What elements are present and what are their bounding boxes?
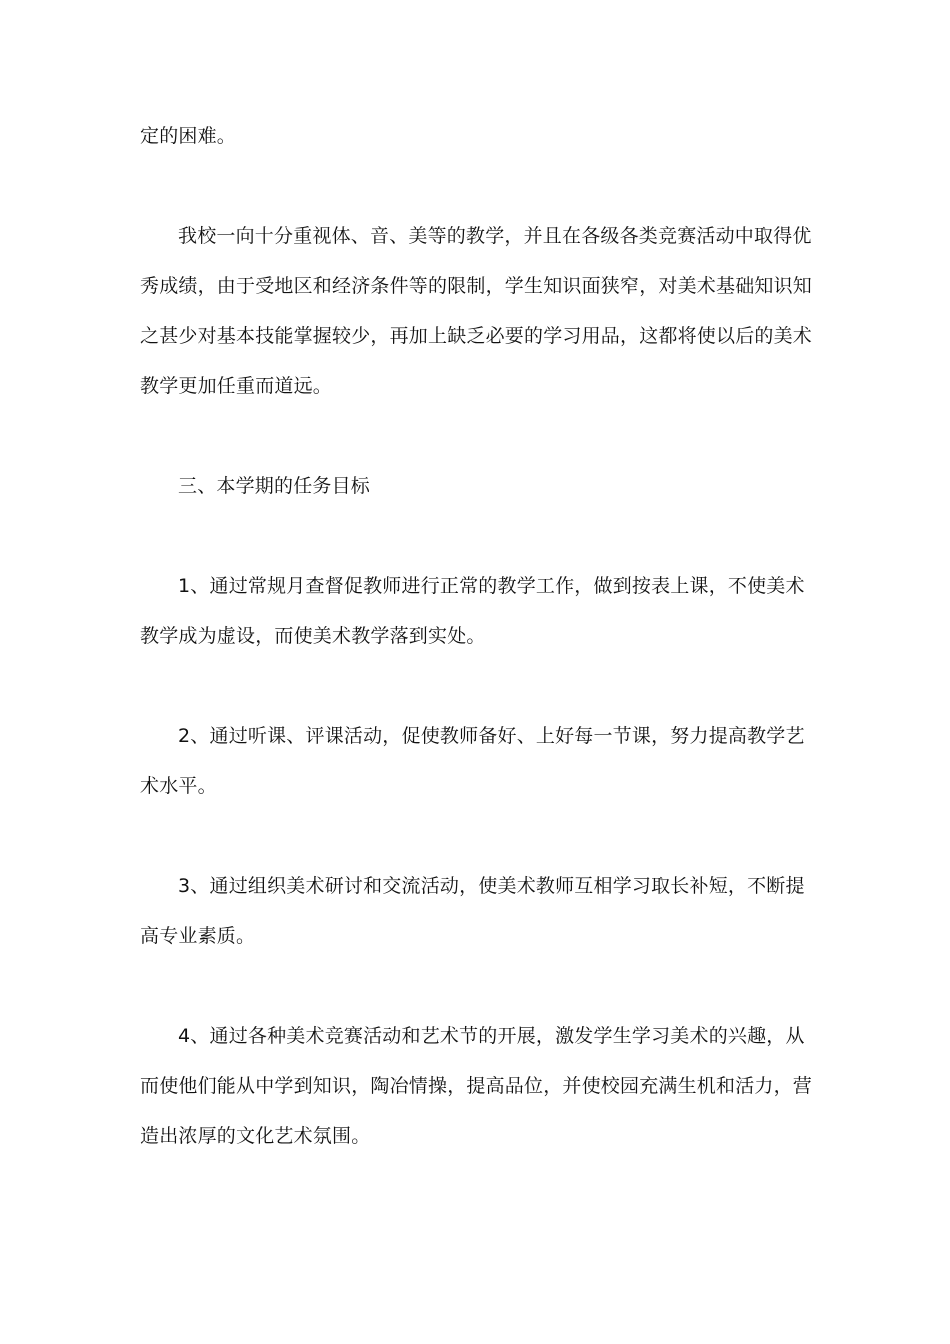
goal-item-4-line-1: 4、通过各种美术竞赛活动和艺术节的开展，激发学生学习美术的兴趣，从 bbox=[178, 1025, 805, 1047]
goal-item-3-line-2: 高专业素质。 bbox=[140, 925, 256, 947]
paragraph-school-line-4: 教学更加任重而道远。 bbox=[140, 375, 333, 397]
goal-item-2-line-1: 2、通过听课、评课活动，促使教师备好、上好每一节课，努力提高教学艺 bbox=[178, 725, 805, 747]
goal-item-3-line-1: 3、通过组织美术研讨和交流活动，使美术教师互相学习取长补短，不断提 bbox=[178, 875, 805, 897]
paragraph-school-line-2: 秀成绩，由于受地区和经济条件等的限制，学生知识面狭窄，对美术基础知识知 bbox=[140, 275, 813, 297]
paragraph-continued-line: 定的困难。 bbox=[140, 125, 237, 147]
goal-item-2-line-2: 术水平。 bbox=[140, 775, 217, 797]
paragraph-school-line-1: 我校一向十分重视体、音、美等的教学，并且在各级各类竞赛活动中取得优 bbox=[178, 225, 812, 247]
goal-item-4-line-2: 而使他们能从中学到知识，陶冶情操，提高品位，并使校园充满生机和活力，营 bbox=[140, 1075, 813, 1097]
paragraph-school-line-3: 之甚少对基本技能掌握较少，再加上缺乏必要的学习用品，这都将使以后的美术 bbox=[140, 325, 813, 347]
goal-item-4-line-3: 造出浓厚的文化艺术氛围。 bbox=[140, 1125, 371, 1147]
section-heading: 三、本学期的任务目标 bbox=[178, 475, 371, 497]
goal-item-1-line-1: 1、通过常规月查督促教师进行正常的教学工作，做到按表上课，不使美术 bbox=[178, 575, 805, 597]
goal-item-1-line-2: 教学成为虚设，而使美术教学落到实处。 bbox=[140, 625, 486, 647]
